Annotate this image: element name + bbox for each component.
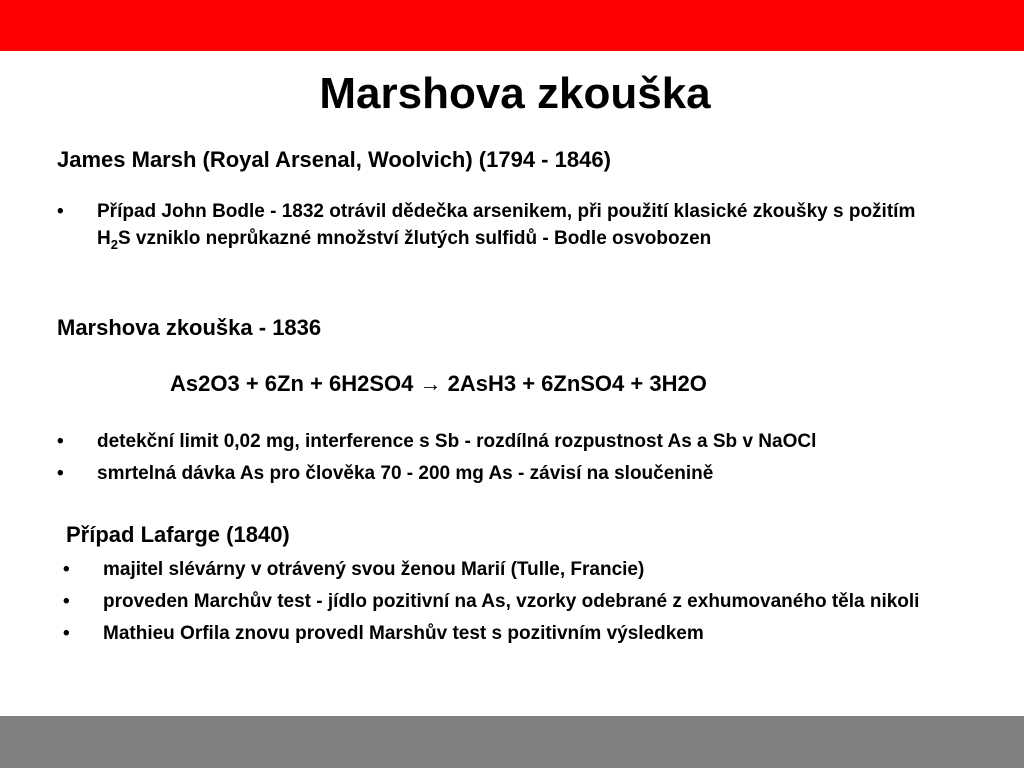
lafarge-text-3: Mathieu Orfila znovu provedl Marshův test s pozitivním výsledkem (103, 623, 704, 644)
subscript-2: 2 (110, 236, 118, 252)
list-item (57, 460, 997, 487)
list-item (57, 198, 937, 252)
top-red-bar (0, 0, 1024, 51)
arrow-icon: → (419, 371, 442, 396)
bullet-list-detection (57, 428, 997, 492)
heading-lafarge-case: Případ Lafarge (1840) (66, 522, 290, 547)
bodle-text-part1: Případ John Bodle - 1832 otrávil dědečka arsenikem, při použití klasické zkoušky s požitím H (97, 201, 916, 249)
heading-marsh-test-1836: Marshova zkouška - 1836 (57, 315, 322, 340)
bullet-dot: • (63, 591, 70, 612)
equation-reactants: As2O3 + 6Zn + 6H2SO4 (170, 371, 414, 396)
chemical-equation (170, 371, 707, 397)
heading-james-marsh: James Marsh (Royal Arsenal, Woolvich) (1794 - 1846) (57, 147, 611, 172)
lafarge-text-2: proveden Marchův test - jídlo pozitivní na As, vzorky odebrané z exhumovaného těla nikoli (103, 591, 920, 612)
bullet-dot: • (63, 559, 70, 580)
bullet-dot: • (57, 201, 64, 222)
bullet-dot: • (57, 431, 64, 452)
list-item (63, 556, 963, 583)
equation-products: 2AsH3 + 6ZnSO4 + 3H2O (447, 371, 707, 396)
list-item (63, 620, 963, 647)
bottom-gray-bar (0, 716, 1024, 768)
list-item (57, 428, 997, 455)
bullet-list-lafarge (63, 556, 963, 652)
bodle-text-part2: S vzniklo neprůkazné množství žlutých sulfidů - Bodle osvobozen (117, 228, 712, 249)
detection-limit-text: detekční limit 0,02 mg, interference s Sb - rozdílná rozpustnost As a Sb v NaOCl (97, 431, 817, 452)
lafarge-text-1: majitel slévárny v otrávený svou ženou Marií (Tulle, Francie) (103, 559, 645, 580)
bullet-dot: • (63, 623, 70, 644)
bullet-list-bodle (57, 198, 937, 252)
lethal-dose-text: smrtelná dávka As pro člověka 70 - 200 mg As - závisí na sloučenině (97, 463, 714, 484)
bullet-dot: • (57, 463, 64, 484)
slide-title: Marshova zkouška (319, 69, 711, 118)
list-item (63, 588, 963, 615)
